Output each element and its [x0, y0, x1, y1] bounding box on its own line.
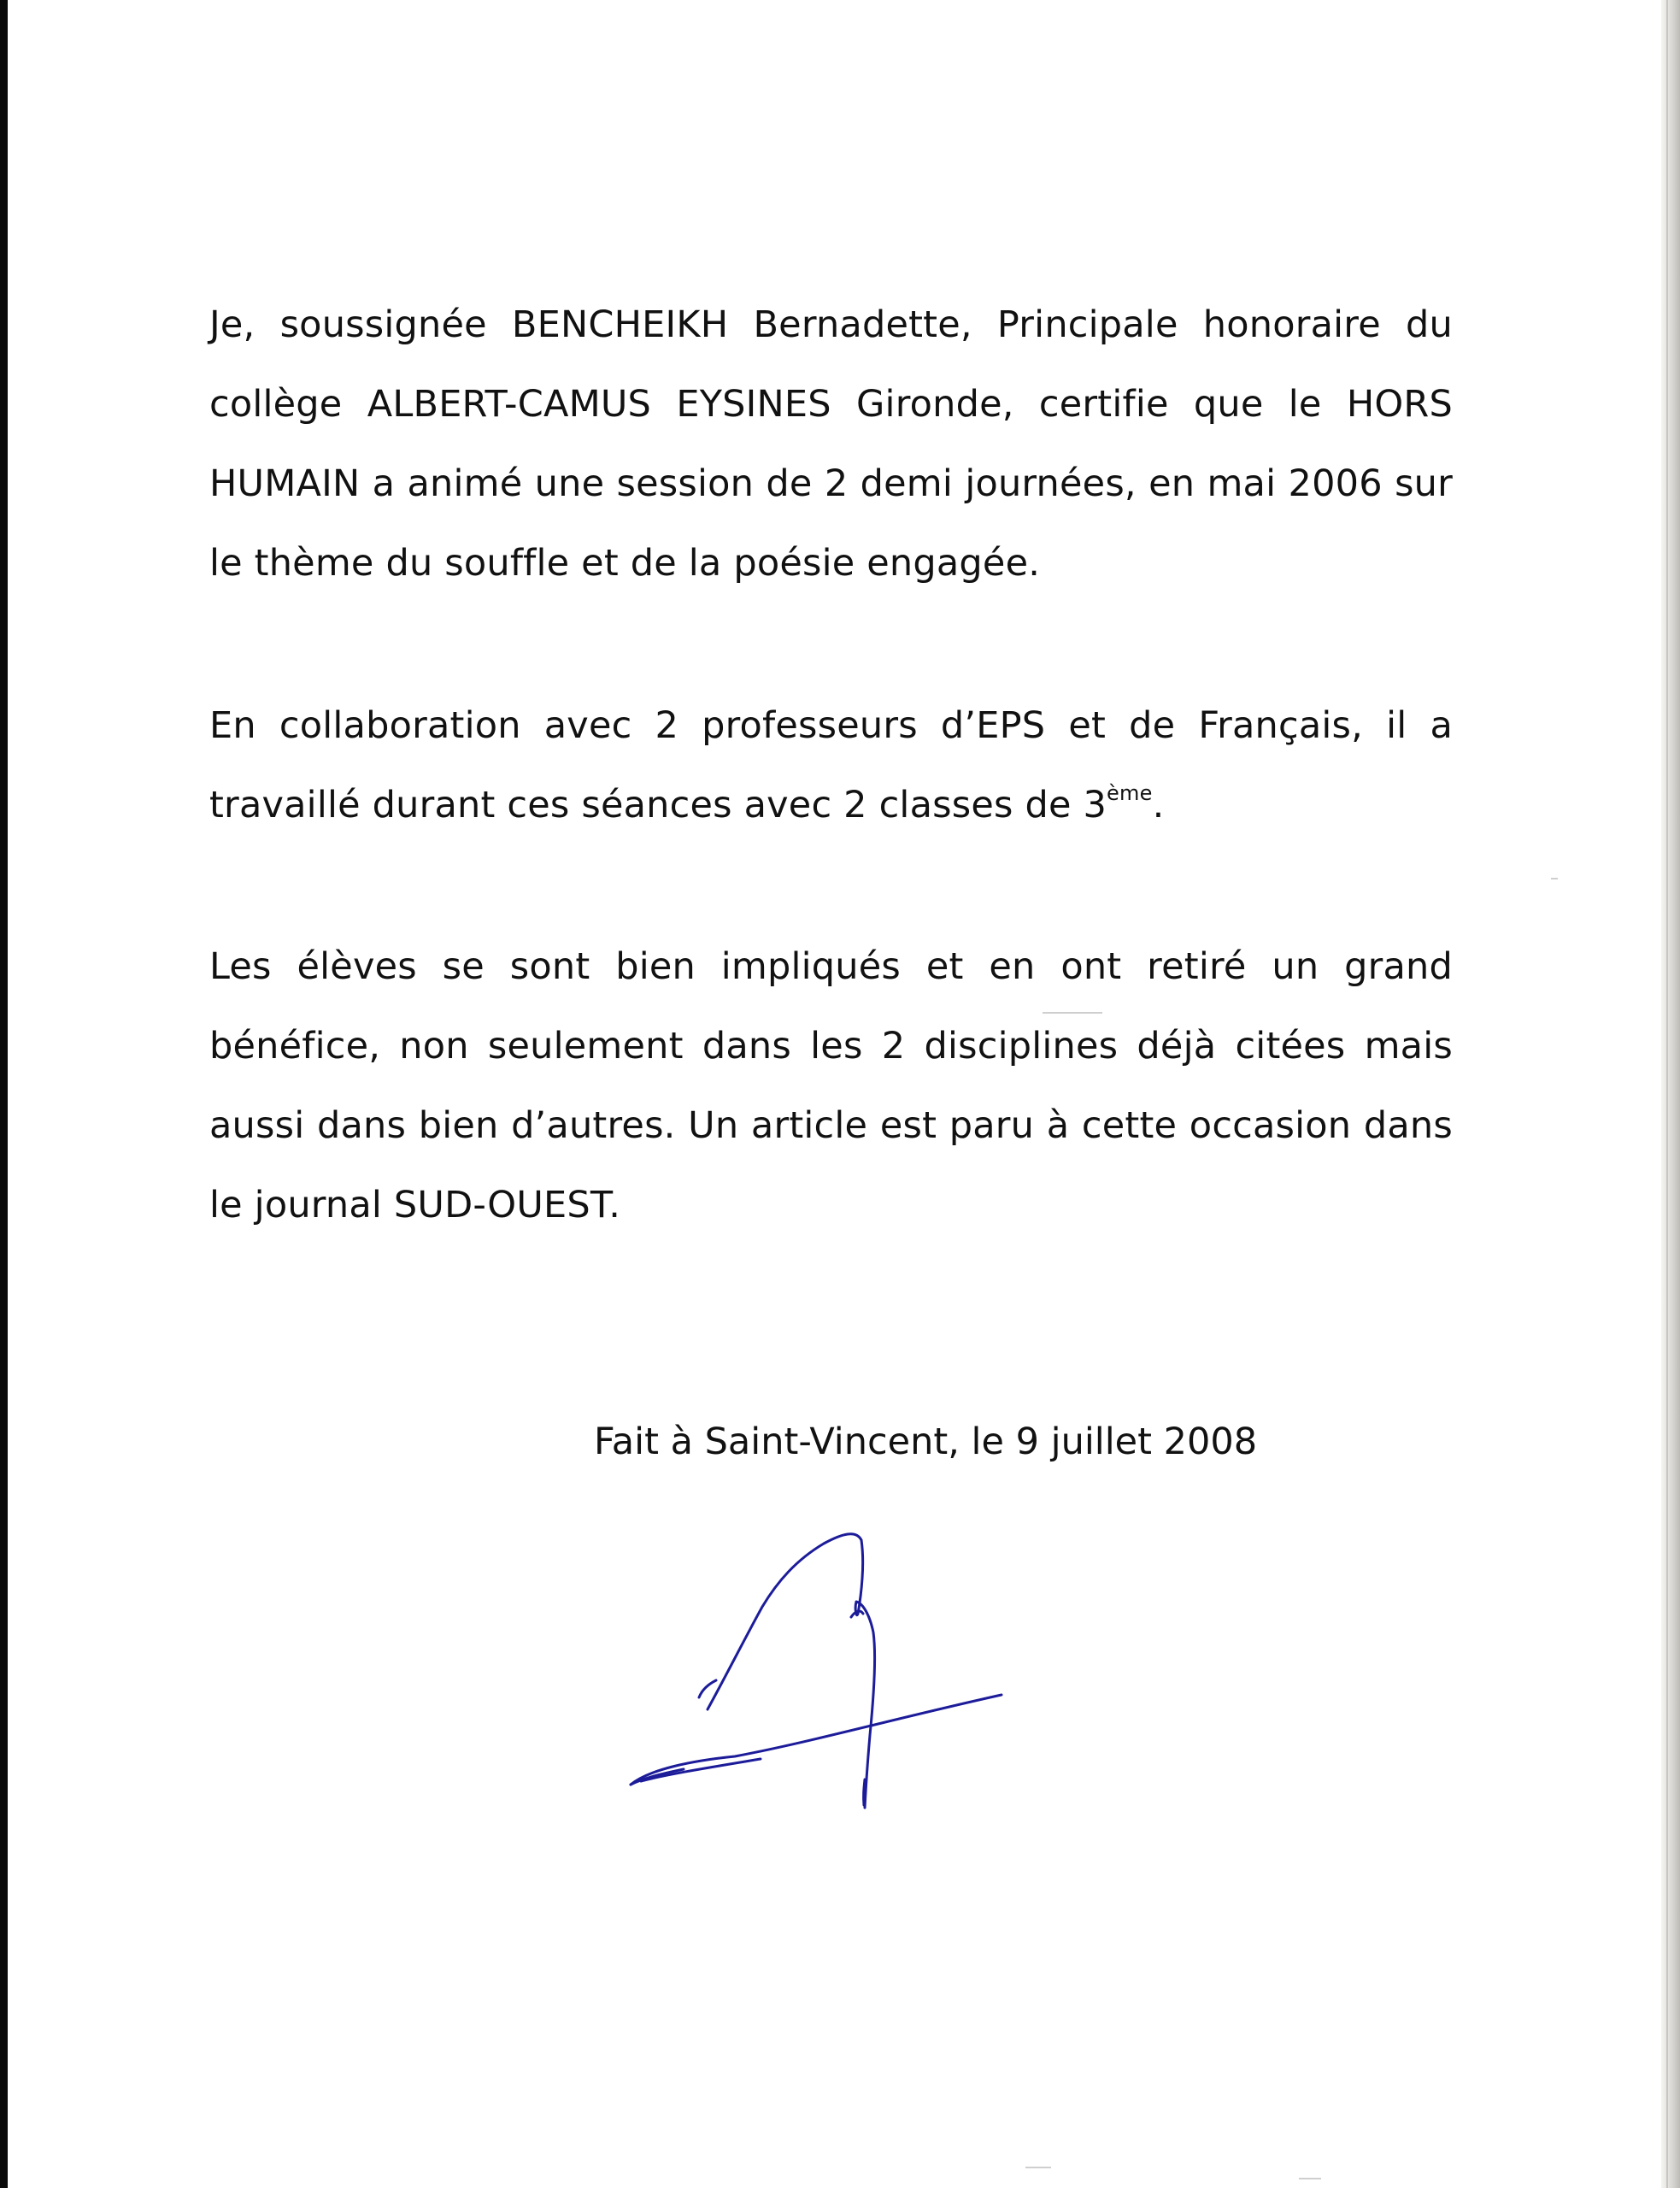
scan-edge-fold — [1666, 0, 1668, 2188]
scan-edge-right — [1661, 0, 1680, 2188]
signature-stroke-loop — [855, 1540, 874, 1808]
letter-paragraph-2 — [209, 686, 1453, 845]
scan-speck — [1043, 1012, 1102, 1014]
paragraph-2-text: En collaboration avec 2 professeurs d’EPS et de Français, il a travaillé durant ces séances avec 2 classes de 3 — [209, 704, 1453, 826]
signature-stroke-tail — [864, 1779, 865, 1805]
scan-edge-left — [0, 0, 8, 2188]
paragraph-2-period: . — [1152, 784, 1165, 826]
ordinal-superscript: ème — [1107, 781, 1153, 805]
signature-stroke-flourish — [699, 1680, 716, 1697]
scan-speck — [1551, 878, 1558, 879]
signature-stroke-rise — [708, 1534, 861, 1709]
scan-speck — [1299, 2178, 1321, 2179]
scan-speck — [1025, 2167, 1051, 2168]
handwritten-signature — [615, 1513, 1017, 1825]
letter-paragraph-3: Les élèves se sont bien impliqués et en ont retiré un grand bénéfice, non seulement dans les 2 disciplines déjà citées mais aussi dans bien d’autres. Un article est paru à cette occasion dans le journal SUD-OUEST. — [209, 945, 1453, 1226]
place-and-date: Fait à Saint-Vincent, le 9 juillet 2008 — [594, 1420, 1258, 1463]
letter-paragraph-1: Je, soussignée BENCHEIKH Bernadette, Principale honoraire du collège ALBERT-CAMUS EYSINES Gironde, certifie que le HORS HUMAIN a animé une session de 2 demi journées, en mai 2006 sur le thème du souffle et de la poésie engagée. — [209, 303, 1453, 585]
